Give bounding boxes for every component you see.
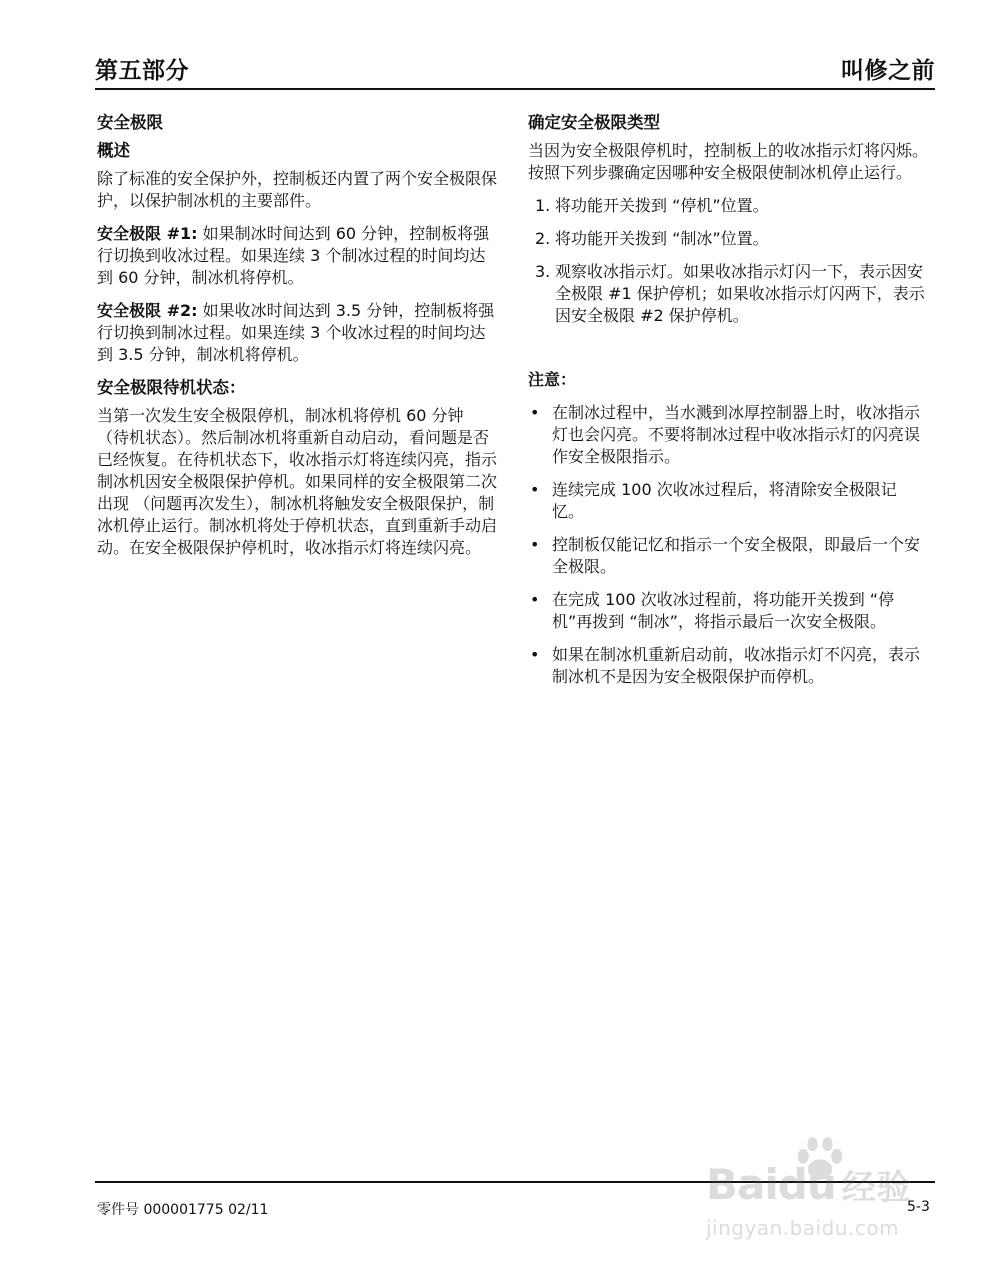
limit-1-paragraph (97, 223, 497, 289)
note-item (528, 479, 928, 523)
note-item (528, 402, 928, 468)
note-text: 控制板仅能记忆和指示一个安全极限，即最后一个安全极限。 (552, 535, 921, 576)
bullet-icon: • (530, 403, 540, 422)
baidu-watermark (706, 1134, 942, 1244)
overview-title: 概述 (97, 141, 130, 160)
page-number: 5-3 (907, 1199, 930, 1215)
watermark-brand-main: Baidu (706, 1160, 836, 1209)
notes-list (528, 402, 928, 688)
watermark-url: jingyan.baidu.com (706, 1216, 900, 1240)
standby-paragraph: 当第一次发生安全极限停机，制冰机将停机 60 分钟 （待机状态）。然后制冰机将重新自动启动，看问题是否已经恢复。在待机状态下，收冰指示灯将连续闪亮，指示制冰机因安全极限保护停机。如果同样的安全极限第二次出现 （问题再次发生），制冰机将触发安全极限保护，制冰机停止运行。制冰机将处于停机状态，直到重新手动启动。在安全极限保护停机时，收冰指示灯将连续闪亮。 (97, 406, 498, 557)
chapter-title: 叫修之前 (841, 58, 935, 84)
limit-1-text: 如果制冰时间达到 60 分钟，控制板将强行切换到收冰过程。如果连续 3 个制冰过程的时间均达到 60 分钟，制冰机将停机。 (97, 224, 490, 287)
standby-title: 安全极限待机状态： (97, 378, 246, 397)
note-text: 在完成 100 次收冰过程前，将功能开关拨到 “停机”再拨到 “制冰”，将指示最后一次安全极限。 (552, 590, 895, 631)
note-item (528, 644, 928, 688)
note-title: 注意： (528, 370, 577, 389)
step-text: 观察收冰指示灯。如果收冰指示灯闪一下，表示因安全极限 #1 保护停机；如果收冰指示灯闪两下，表示因安全极限 #2 保护停机。 (555, 262, 925, 325)
part-number: 零件号 000001775 02/11 (97, 1202, 269, 1218)
left-column (97, 112, 497, 570)
limit-2-paragraph (97, 300, 497, 366)
step-text: 将功能开关拨到 “停机”位置。 (555, 196, 769, 215)
note-text: 如果在制冰机重新启动前，收冰指示灯不闪亮，表示制冰机不是因为安全极限保护而停机。 (552, 645, 921, 686)
page-header (95, 48, 935, 90)
note-text: 连续完成 100 次收冰过程后，将清除安全极限记忆。 (552, 480, 897, 521)
step-number: 1. (535, 196, 551, 215)
step-item (528, 195, 928, 217)
determine-type-intro: 当因为安全极限停机时，控制板上的收冰指示灯将闪烁。按照下列步骤确定因哪种安全极限使制冰机停止运行。 (528, 141, 929, 182)
watermark-brand-suffix: 经验 (841, 1168, 912, 1208)
step-item (528, 228, 928, 250)
bullet-icon: • (530, 480, 540, 499)
note-item (528, 589, 928, 633)
section-title: 安全极限 (97, 113, 163, 132)
step-number: 3. (535, 262, 551, 281)
overview-paragraph: 除了标准的安全保护外，控制板还内置了两个安全极限保护，以保护制冰机的主要部件。 (97, 169, 498, 210)
bullet-icon: • (530, 590, 540, 609)
note-item (528, 534, 928, 578)
step-number: 2. (535, 229, 551, 248)
step-item (528, 261, 928, 327)
section-label: 第五部分 (95, 58, 189, 84)
note-text: 在制冰过程中，当水溅到冰厚控制器上时，收冰指示灯也会闪亮。不要将制冰过程中收冰指示灯的闪亮误作安全极限指示。 (552, 403, 921, 466)
right-column (528, 112, 928, 699)
bullet-icon: • (530, 645, 540, 664)
limit-1-lead: 安全极限 #1: (97, 224, 198, 243)
limit-2-text: 如果收冰时间达到 3.5 分钟，控制板将强行切换到制冰过程。如果连续 3 个收冰过程的时间均达到 3.5 分钟，制冰机将停机。 (97, 301, 495, 364)
watermark-brand (706, 1160, 912, 1209)
step-text: 将功能开关拨到 “制冰”位置。 (555, 229, 769, 248)
bullet-icon: • (530, 535, 540, 554)
determine-type-title: 确定安全极限类型 (528, 113, 660, 132)
limit-2-lead: 安全极限 #2: (97, 301, 198, 320)
steps-list (528, 195, 928, 327)
